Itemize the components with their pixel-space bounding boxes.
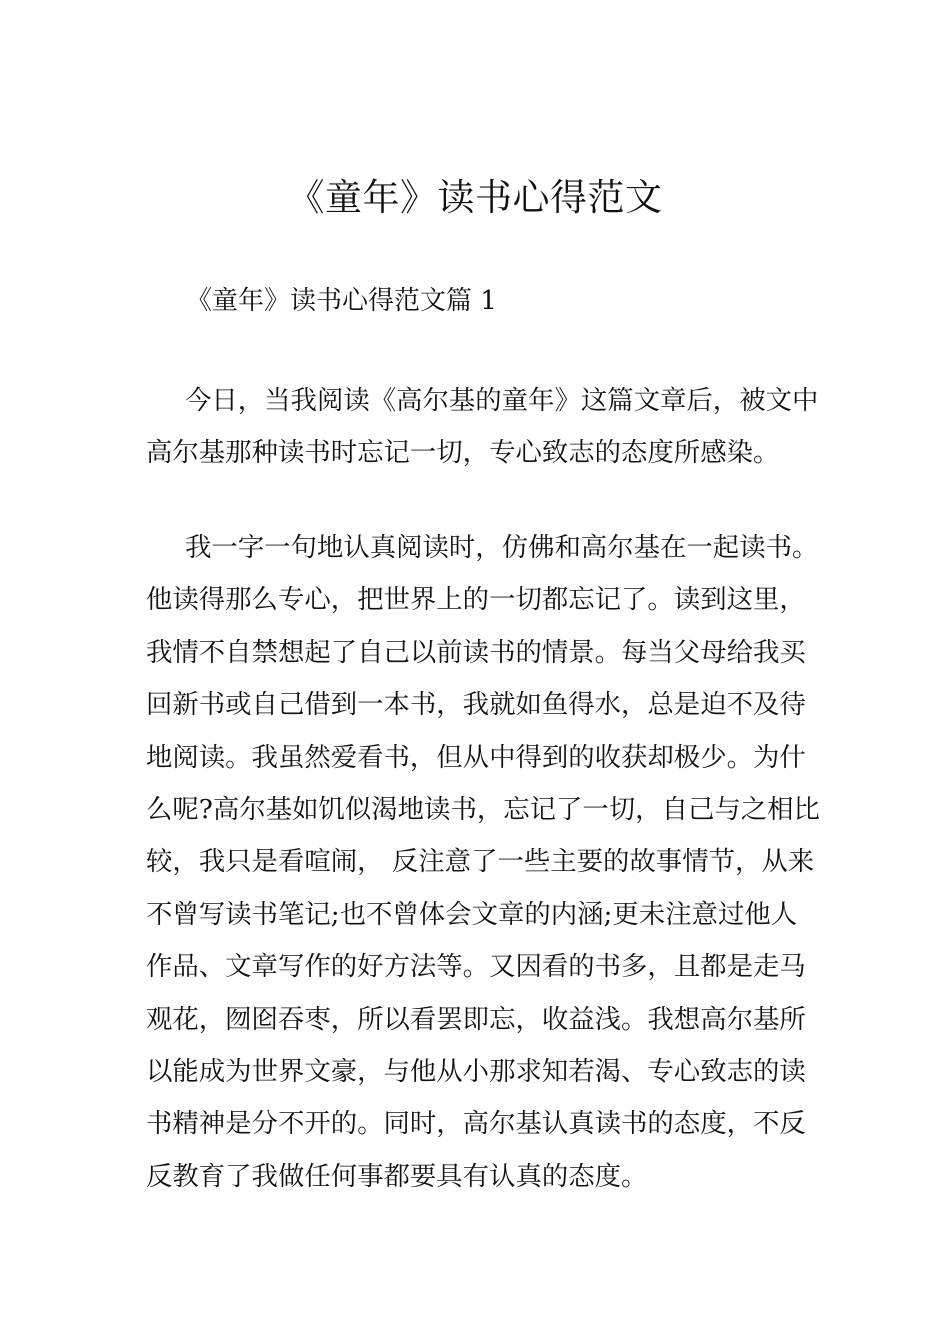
paragraph-line: 观花，囫囵吞枣，所以看罢即忘，收益浅。我想高尔基所 [146, 1003, 806, 1035]
paragraph-line: 不曾写读书笔记;也不曾体会文章的内涵;更未注意过他人 [146, 898, 798, 930]
paragraph-line: 较，我只是看喧闹， 反注意了一些主要的故事情节，从来 [146, 846, 815, 878]
paragraph-line: 我一字一句地认真阅读时，仿佛和高尔基在一起读书。 [185, 532, 819, 563]
paragraph-line: 回新书或自己借到一本书，我就如鱼得水，总是迫不及待 [146, 689, 806, 721]
paragraph-line: 高尔基那种读书时忘记一切，专心致志的态度所感染。 [146, 437, 780, 469]
paragraph-line: 么呢?高尔基如饥似渴地读书，忘记了一切，自己与之相比 [146, 793, 820, 825]
paragraph-line: 今日，当我阅读《高尔基的童年》这篇文章后，被文中 [185, 385, 819, 416]
paragraph-line: 我情不自禁想起了自己以前读书的情景。每当父母给我买 [146, 636, 806, 668]
section-heading: 《童年》读书心得范文篇 1 [186, 286, 497, 316]
paragraph-1 [146, 375, 819, 480]
paragraph-line: 以能成为世界文豪，与他从小那求知若渴、专心致志的读 [146, 1055, 806, 1087]
paragraph-line: 书精神是分不开的。同时，高尔基认真读书的态度，不反 [146, 1108, 806, 1140]
paragraph-line: 他读得那么专心，把世界上的一切都忘记了。读到这里， [146, 584, 806, 616]
document-title: 《童年》读书心得范文 [287, 176, 663, 219]
paragraph-line: 反教育了我做任何事都要具有认真的态度。 [146, 1160, 648, 1192]
paragraph-line: 地阅读。我虽然爱看书，但从中得到的收获却极少。为什 [146, 741, 806, 773]
paragraph-2 [146, 522, 820, 1203]
paragraph-line: 作品、文章写作的好方法等。又因看的书多，且都是走马 [146, 951, 806, 983]
